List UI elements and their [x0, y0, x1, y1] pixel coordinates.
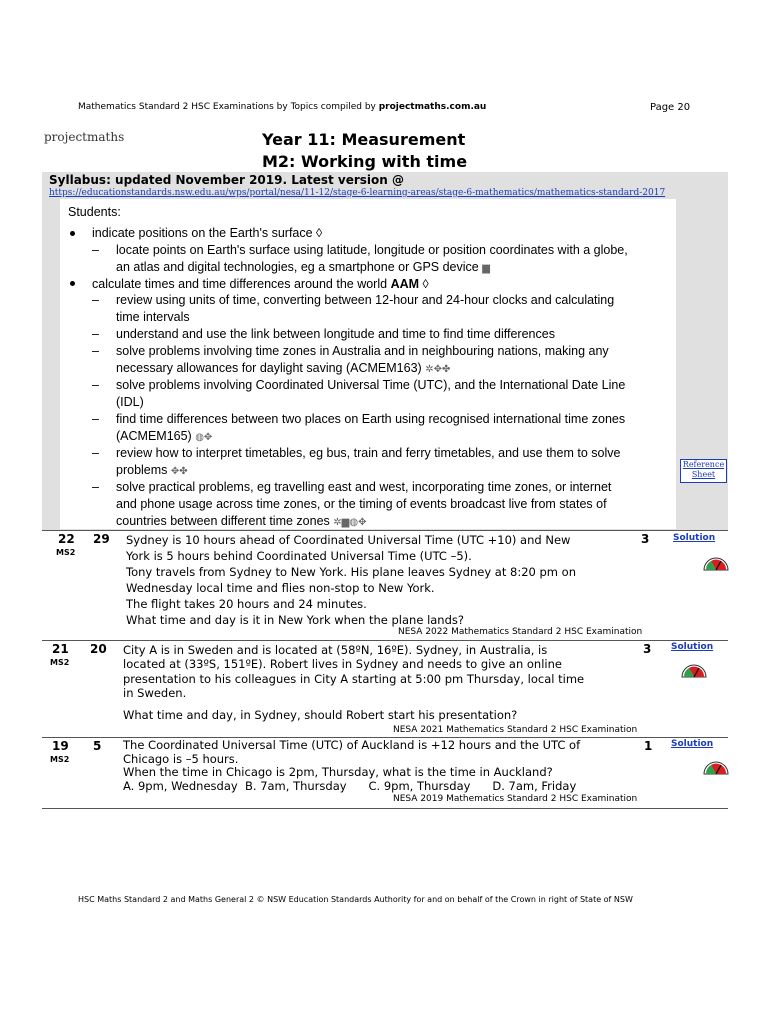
gear-icon: ✲✥✤: [425, 364, 451, 375]
question-marks: 3: [641, 532, 650, 546]
question-number: 5: [93, 739, 102, 753]
syllabus-line: problems ✥✤: [116, 463, 188, 477]
aam-label: AAM: [390, 277, 420, 291]
dash-icon: –: [92, 243, 99, 257]
page-footer: HSC Maths Standard 2 and Maths General 2 © NSW Education Standards Authority for and on behalf of the Crown in right of State of NSW: [78, 895, 633, 904]
page-header: [78, 102, 486, 112]
question-tag: MS2: [50, 658, 70, 667]
syllabus-line: locate points on Earth's surface using latitude, longitude or position coordinates with a globe,: [116, 243, 628, 257]
people-icon: ✥✤: [170, 466, 188, 477]
question-marks: 3: [643, 642, 652, 656]
divider: [42, 530, 728, 531]
dash-icon: –: [92, 412, 99, 426]
reference-sheet-label: Reference: [682, 460, 725, 469]
question-number: 29: [93, 532, 110, 546]
syllabus-content: [60, 199, 676, 529]
difficulty-gauge-icon: [680, 662, 708, 678]
syllabus-line: and phone usage across time zones, or the timing of events broadcast live from states of: [116, 497, 607, 511]
syllabus-line: solve problems involving Coordinated Universal Time (UTC), and the International Date Line: [116, 378, 626, 392]
dash-icon: –: [92, 446, 99, 460]
syllabus-line: review using units of time, converting between 12-hour and 24-hour clocks and calculating: [116, 293, 615, 307]
question-source: NESA 2022 Mathematics Standard 2 HSC Examination: [398, 627, 643, 637]
divider: [42, 640, 728, 641]
question-year: 19: [52, 739, 69, 753]
divider: [42, 808, 728, 809]
difficulty-gauge-icon: [702, 759, 730, 775]
reference-sheet-label: Sheet: [691, 470, 716, 479]
dash-icon: –: [92, 344, 99, 358]
question-number: 20: [90, 642, 107, 656]
bullet-icon: [70, 281, 75, 286]
syllabus-line: an atlas and digital technologies, eg a smartphone or GPS device ▆: [116, 260, 490, 274]
reference-sheet-link[interactable]: [680, 459, 727, 483]
bullet-icon: [70, 231, 75, 236]
solution-link[interactable]: Solution: [671, 642, 714, 652]
syllabus-line: find time differences between two places on Earth using recognised international time zones: [116, 412, 626, 426]
question-source: NESA 2019 Mathematics Standard 2 HSC Examination: [393, 794, 638, 804]
solution-link[interactable]: Solution: [671, 739, 714, 749]
syllabus-link[interactable]: https://educationstandards.nsw.edu.au/wps/portal/nesa/11-12/stage-6-learning-areas/stage-6-mathematics/mathematics-standard-2017: [49, 188, 666, 198]
syllabus-line: solve practical problems, eg travelling east and west, incorporating time zones, or internet: [116, 480, 612, 494]
header-site: projectmaths.com.au: [378, 102, 487, 112]
syllabus-line: countries between different time zones ✲▆◍✥: [116, 514, 367, 528]
dash-icon: –: [92, 293, 99, 307]
syllabus-line: solve problems involving time zones in Australia and in neighbouring nations, making any: [116, 344, 609, 358]
computer-icon: ▆: [482, 263, 490, 274]
syllabus-line: calculate times and time differences around the world AAM ◊: [92, 277, 429, 291]
question-text: Sydney is 10 hours ahead of Coordinated Universal Time (UTC +10) and New York is 5 hours behind Coordinated Universal Time (UTC –5). Tony travels from Sydney to New York. His plane leaves Sydney at 8:20 pm on Wednesday local time and flies non-stop to New York. The flight takes 20 hours and 24 minutes. What time and day is it in New York when the plane lands?: [126, 533, 576, 627]
page-number: Page 20: [650, 102, 691, 113]
globe-icon: ◍✥: [195, 432, 213, 443]
syllabus-line: (IDL): [116, 395, 144, 409]
question-tag: MS2: [56, 548, 76, 557]
dash-icon: –: [92, 378, 99, 392]
page-subtitle: M2: Working with time: [262, 152, 468, 171]
question-year: 21: [52, 642, 69, 656]
projectmaths-logo: projectmaths: [44, 130, 125, 144]
dash-icon: –: [92, 480, 99, 494]
question-text: City A is in Sweden and is located at (58ºN, 16ºE). Sydney, in Australia, is located at (33ºS, 151ºE). Robert lives in Sydney and needs to give an online presentation to his colleagues in City A starting at 5:00 pm Thursday, local time in Sweden. What time and day, in Sydney, should Robert start his presentation?: [123, 643, 585, 722]
syllabus-line: (ACMEM165) ◍✥: [116, 429, 213, 443]
difficulty-gauge-icon: [702, 555, 730, 571]
students-label: Students:: [68, 205, 121, 219]
page-title: Year 11: Measurement: [262, 130, 466, 149]
tools-icon: ✲▆◍✥: [333, 517, 367, 528]
question-marks: 1: [644, 739, 653, 753]
question-text: The Coordinated Universal Time (UTC) of Auckland is +12 hours and the UTC of Chicago is –5 hours. When the time in Chicago is 2pm, Thursday, what is the time in Auckland? A. 9pm, Wednesday B. 7am, Thursday C. 9pm, Thursday D. 7am, Friday: [123, 738, 581, 793]
question-source: NESA 2021 Mathematics Standard 2 HSC Examination: [393, 725, 638, 735]
dash-icon: –: [92, 327, 99, 341]
solution-link[interactable]: Solution: [673, 533, 716, 543]
question-tag: MS2: [50, 755, 70, 764]
header-compiled-text: Mathematics Standard 2 HSC Examinations by Topics compiled by: [78, 102, 379, 112]
syllabus-line: necessary allowances for daylight saving (ACMEM163) ✲✥✤: [116, 361, 451, 375]
syllabus-line: review how to interpret timetables, eg bus, train and ferry timetables, and use them to solve: [116, 446, 621, 460]
syllabus-line: indicate positions on the Earth's surface ◊: [92, 226, 323, 240]
syllabus-line: understand and use the link between longitude and time to find time differences: [116, 327, 555, 341]
question-year: 22: [58, 532, 75, 546]
syllabus-heading: Syllabus: updated November 2019. Latest version @: [49, 173, 404, 187]
syllabus-line: time intervals: [116, 310, 190, 324]
